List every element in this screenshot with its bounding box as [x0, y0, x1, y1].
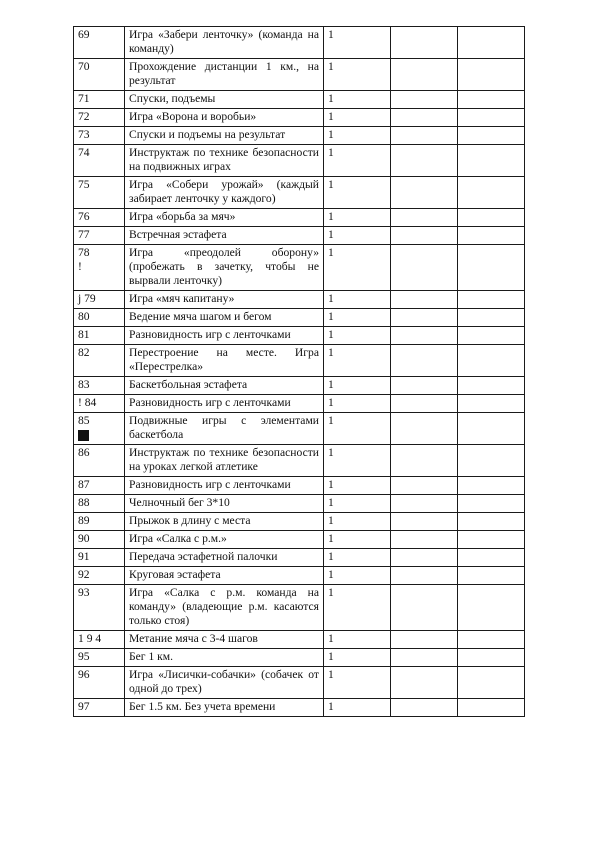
lesson-number-cell: [74, 245, 125, 291]
table-row: [74, 91, 525, 109]
lesson-number: ! 84: [78, 396, 97, 409]
lesson-number: 78 !: [78, 246, 90, 273]
empty-cell: [391, 513, 458, 531]
empty-cell: [458, 291, 525, 309]
empty-cell: [458, 567, 525, 585]
empty-cell: [458, 377, 525, 395]
lesson-number-cell: [74, 27, 125, 59]
table-row: [74, 395, 525, 413]
empty-cell: [391, 327, 458, 345]
lesson-number: 81: [78, 328, 90, 341]
empty-cell: [458, 667, 525, 699]
lesson-topic-cell: Челночный бег 3*10: [125, 495, 324, 513]
lesson-number: 71: [78, 92, 90, 105]
lesson-number: 1 9 4: [78, 632, 102, 645]
lesson-number: 96: [78, 668, 90, 681]
table-row: [74, 327, 525, 345]
table-row: [74, 699, 525, 717]
lesson-hours-cell: 1: [324, 345, 391, 377]
empty-cell: [458, 177, 525, 209]
black-square-mark: [78, 430, 89, 441]
lesson-number-cell: [74, 413, 125, 445]
lesson-number-cell: [74, 59, 125, 91]
lesson-number: 86: [78, 446, 90, 459]
lesson-topic-cell: Ведение мяча шагом и бегом: [125, 309, 324, 327]
lesson-hours-cell: 1: [324, 291, 391, 309]
lesson-number: 85: [78, 414, 90, 427]
lesson-hours-cell: 1: [324, 377, 391, 395]
table-row: [74, 145, 525, 177]
empty-cell: [458, 327, 525, 345]
empty-cell: [391, 245, 458, 291]
table-row: [74, 531, 525, 549]
table-row: [74, 495, 525, 513]
table-row: [74, 227, 525, 245]
empty-cell: [391, 445, 458, 477]
empty-cell: [458, 27, 525, 59]
lesson-topic-cell: Игра «Ворона и воробьи»: [125, 109, 324, 127]
lesson-number: 73: [78, 128, 90, 141]
lesson-topic-cell: Прохождение дистанции 1 км., на результат: [125, 59, 324, 91]
lesson-topic-cell: Игра «мяч капитану»: [125, 291, 324, 309]
lesson-hours-cell: 1: [324, 395, 391, 413]
empty-cell: [391, 395, 458, 413]
empty-cell: [458, 91, 525, 109]
lesson-topic-cell: Игра «борьба за мяч»: [125, 209, 324, 227]
empty-cell: [391, 531, 458, 549]
lesson-hours-cell: 1: [324, 549, 391, 567]
lesson-hours-cell: 1: [324, 59, 391, 91]
lesson-topic-cell: Инструктаж по технике безопасности на уроках легкой атлетике: [125, 445, 324, 477]
lesson-number-cell: [74, 227, 125, 245]
empty-cell: [458, 345, 525, 377]
lesson-number: 88: [78, 496, 90, 509]
lesson-hours-cell: 1: [324, 649, 391, 667]
table-row: [74, 291, 525, 309]
empty-cell: [458, 413, 525, 445]
lesson-number: 80: [78, 310, 90, 323]
table-row: [74, 667, 525, 699]
empty-cell: [391, 59, 458, 91]
lesson-number-cell: [74, 109, 125, 127]
lesson-hours-cell: 1: [324, 567, 391, 585]
lesson-number-cell: [74, 127, 125, 145]
empty-cell: [391, 567, 458, 585]
lesson-hours-cell: 1: [324, 327, 391, 345]
lesson-hours-cell: 1: [324, 227, 391, 245]
lesson-number-cell: [74, 377, 125, 395]
lesson-number-cell: [74, 531, 125, 549]
table-row: [74, 649, 525, 667]
empty-cell: [391, 109, 458, 127]
empty-cell: [391, 377, 458, 395]
empty-cell: [458, 585, 525, 631]
lesson-number: 91: [78, 550, 90, 563]
empty-cell: [458, 395, 525, 413]
empty-cell: [458, 649, 525, 667]
empty-cell: [458, 245, 525, 291]
lesson-topic-cell: Метание мяча с 3-4 шагов: [125, 631, 324, 649]
lesson-number-cell: [74, 345, 125, 377]
lesson-topic-cell: Встречная эстафета: [125, 227, 324, 245]
lesson-number: j 79: [78, 292, 96, 305]
table-row: [74, 309, 525, 327]
lesson-number-cell: [74, 495, 125, 513]
lesson-number-cell: [74, 567, 125, 585]
lesson-topic-cell: Игра «Собери урожай» (каждый забирает ленточку у каждого): [125, 177, 324, 209]
lesson-topic-cell: Игра «преодолей оборону» (пробежать в зачетку, чтобы не вырвали ленточку): [125, 245, 324, 291]
lesson-hours-cell: 1: [324, 127, 391, 145]
lesson-hours-cell: 1: [324, 309, 391, 327]
lesson-number-cell: [74, 91, 125, 109]
lesson-hours-cell: 1: [324, 667, 391, 699]
lesson-topic-cell: Разновидность игр с ленточками: [125, 477, 324, 495]
lesson-plan-body: [74, 27, 525, 717]
lesson-number: 77: [78, 228, 90, 241]
empty-cell: [391, 477, 458, 495]
lesson-hours-cell: 1: [324, 209, 391, 227]
lesson-topic-cell: Подвижные игры с элементами баскетбола: [125, 413, 324, 445]
lesson-topic-cell: Баскетбольная эстафета: [125, 377, 324, 395]
empty-cell: [391, 177, 458, 209]
lesson-number: 76: [78, 210, 90, 223]
empty-cell: [391, 585, 458, 631]
lesson-hours-cell: 1: [324, 495, 391, 513]
empty-cell: [458, 531, 525, 549]
lesson-topic-cell: Инструктаж по технике безопасности на подвижных играх: [125, 145, 324, 177]
empty-cell: [391, 667, 458, 699]
lesson-number: 93: [78, 586, 90, 599]
lesson-number-cell: [74, 549, 125, 567]
empty-cell: [391, 27, 458, 59]
lesson-number-cell: [74, 291, 125, 309]
empty-cell: [391, 549, 458, 567]
lesson-topic-cell: Игра «Салка с р.м. команда на команду» (владеющие р.м. касаются только стоя): [125, 585, 324, 631]
lesson-number: 69: [78, 28, 90, 41]
lesson-topic-cell: Перестроение на месте. Игра «Перестрелка»: [125, 345, 324, 377]
table-row: [74, 377, 525, 395]
lesson-topic-cell: Игра «Салка с р.м.»: [125, 531, 324, 549]
lesson-hours-cell: 1: [324, 245, 391, 291]
empty-cell: [458, 445, 525, 477]
lesson-hours-cell: 1: [324, 109, 391, 127]
empty-cell: [391, 209, 458, 227]
lesson-topic-cell: Прыжок в длину с места: [125, 513, 324, 531]
lesson-hours-cell: 1: [324, 531, 391, 549]
lesson-hours-cell: 1: [324, 27, 391, 59]
lesson-number: 70: [78, 60, 90, 73]
lesson-number-cell: [74, 445, 125, 477]
lesson-number: 75: [78, 178, 90, 191]
lesson-topic-cell: Игра «Лисички-собачки» (собачек от одной до трех): [125, 667, 324, 699]
lesson-number-cell: [74, 177, 125, 209]
empty-cell: [391, 649, 458, 667]
empty-cell: [458, 227, 525, 245]
empty-cell: [458, 631, 525, 649]
empty-cell: [458, 477, 525, 495]
lesson-number-cell: [74, 327, 125, 345]
table-row: [74, 345, 525, 377]
empty-cell: [391, 631, 458, 649]
lesson-number-cell: [74, 209, 125, 227]
empty-cell: [391, 291, 458, 309]
empty-cell: [458, 549, 525, 567]
lesson-topic-cell: Спуски и подъемы на результат: [125, 127, 324, 145]
empty-cell: [391, 495, 458, 513]
lesson-number: 92: [78, 568, 90, 581]
lesson-topic-cell: Разновидность игр с ленточками: [125, 395, 324, 413]
lesson-topic-cell: Передача эстафетной палочки: [125, 549, 324, 567]
empty-cell: [458, 699, 525, 717]
lesson-topic-cell: Разновидность игр с ленточками: [125, 327, 324, 345]
lesson-number-cell: [74, 667, 125, 699]
table-row: [74, 477, 525, 495]
lesson-hours-cell: 1: [324, 699, 391, 717]
lesson-topic-cell: Бег 1.5 км. Без учета времени: [125, 699, 324, 717]
empty-cell: [391, 91, 458, 109]
table-row: [74, 27, 525, 59]
lesson-topic-cell: Игра «Забери ленточку» (команда на команду): [125, 27, 324, 59]
table-row: [74, 567, 525, 585]
lesson-number: 83: [78, 378, 90, 391]
empty-cell: [458, 127, 525, 145]
empty-cell: [458, 145, 525, 177]
table-row: [74, 245, 525, 291]
empty-cell: [458, 59, 525, 91]
lesson-hours-cell: 1: [324, 145, 391, 177]
table-row: [74, 631, 525, 649]
lesson-number: 90: [78, 532, 90, 545]
lesson-number-cell: [74, 395, 125, 413]
empty-cell: [458, 309, 525, 327]
lesson-number: 95: [78, 650, 90, 663]
empty-cell: [391, 699, 458, 717]
table-row: [74, 127, 525, 145]
lesson-number: 82: [78, 346, 90, 359]
lesson-topic-cell: Бег 1 км.: [125, 649, 324, 667]
table-row: [74, 59, 525, 91]
lesson-number-cell: [74, 477, 125, 495]
lesson-number-cell: [74, 513, 125, 531]
lesson-number: 89: [78, 514, 90, 527]
empty-cell: [458, 209, 525, 227]
empty-cell: [458, 109, 525, 127]
empty-cell: [458, 513, 525, 531]
table-row: [74, 177, 525, 209]
lesson-number-cell: [74, 649, 125, 667]
lesson-hours-cell: 1: [324, 585, 391, 631]
lesson-hours-cell: 1: [324, 477, 391, 495]
lesson-number: 72: [78, 110, 90, 123]
lesson-hours-cell: 1: [324, 513, 391, 531]
lesson-hours-cell: 1: [324, 413, 391, 445]
empty-cell: [391, 345, 458, 377]
lesson-number-cell: [74, 145, 125, 177]
lesson-topic-cell: Круговая эстафета: [125, 567, 324, 585]
empty-cell: [391, 145, 458, 177]
empty-cell: [458, 495, 525, 513]
table-row: [74, 513, 525, 531]
empty-cell: [391, 227, 458, 245]
lesson-number-cell: [74, 585, 125, 631]
table-row: [74, 445, 525, 477]
table-row: [74, 585, 525, 631]
lesson-hours-cell: 1: [324, 631, 391, 649]
lesson-topic-cell: Спуски, подъемы: [125, 91, 324, 109]
lesson-number: 97: [78, 700, 90, 713]
empty-cell: [391, 413, 458, 445]
lesson-number: 87: [78, 478, 90, 491]
lesson-number-cell: [74, 309, 125, 327]
table-row: [74, 549, 525, 567]
table-row: [74, 109, 525, 127]
lesson-hours-cell: 1: [324, 445, 391, 477]
table-row: [74, 413, 525, 445]
lesson-hours-cell: 1: [324, 177, 391, 209]
lesson-number: 74: [78, 146, 90, 159]
empty-cell: [391, 127, 458, 145]
empty-cell: [391, 309, 458, 327]
table-row: [74, 209, 525, 227]
lesson-number-cell: [74, 699, 125, 717]
lesson-plan-table: [73, 26, 525, 717]
lesson-number-cell: [74, 631, 125, 649]
lesson-hours-cell: 1: [324, 91, 391, 109]
